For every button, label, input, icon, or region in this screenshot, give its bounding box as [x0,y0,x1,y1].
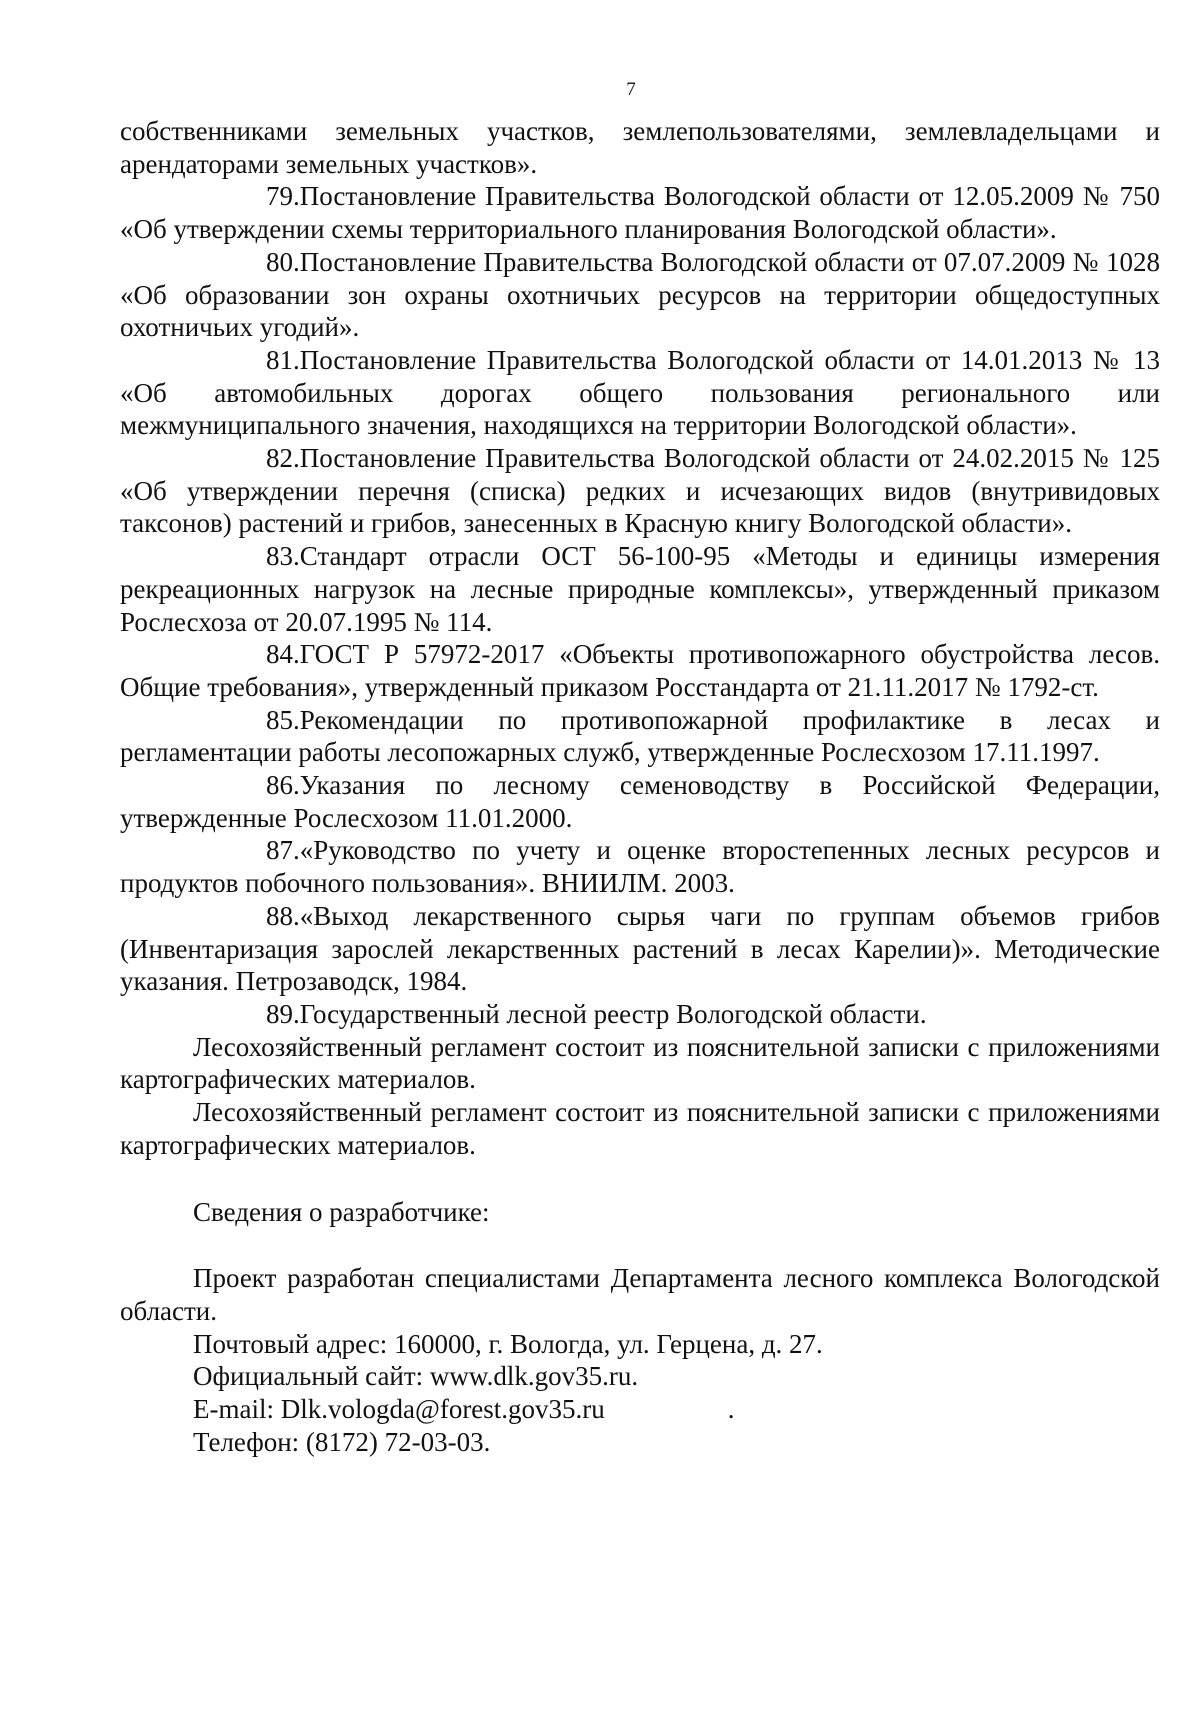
list-item-text: Указания по лесному семеноводству в Российской Федерации, утвержденные Рослесхозом 11.01.2000. [120,770,1160,833]
developer-website: Официальный сайт: www.dlk.gov35.ru. [193,1361,639,1392]
list-item-82 [120,442,1160,540]
list-item-number: 81. [266,344,300,375]
closing-paragraph-repeat: Лесохозяйственный регламент состоит из пояснительной записки с приложениями картографических материалов. [120,1097,1160,1160]
list-item-79 [120,180,1160,245]
document-body [120,115,1160,1458]
spacer [120,1162,1160,1196]
list-item-text: Государственный лесной реестр Вологодской области. [299,998,927,1029]
list-item-number: 84. [266,639,300,670]
list-item-81 [120,344,1160,442]
developer-email-line [120,1393,1160,1426]
list-item-number: 80. [266,246,300,277]
spacer [120,1228,1160,1262]
list-item-87 [120,834,1160,899]
list-item-number: 86. [266,770,300,801]
list-item-number: 87. [266,835,300,866]
list-item-text: ГОСТ Р 57972-2017 «Объекты противопожарного обустройства лесов. Общие требования», утвержденный приказом Росстандарта от 21.11.2017 № 1792-ст. [120,639,1160,702]
list-item-86 [120,769,1160,834]
list-item-85 [120,704,1160,769]
intro-paragraph: собственниками земельных участков, землепользователями, землевладельцами и арендаторами земельных участков». [120,116,1160,179]
list-item-text: Постановление Правительства Вологодской области от 24.02.2015 № 125 «Об утверждении перечня (списка) редких и исчезающих видов (внутривидовых таксонов) растений и грибов, занесенных в Красную книгу Вологодской области». [120,443,1160,539]
list-item-text: «Выход лекарственного сырья чаги по группам объемов грибов (Инвентаризация зарослей лекарственных растений в лесах Карелии)». Методические указания. Петрозаводск, 1984. [120,900,1160,997]
list-item-text: Рекомендации по противопожарной профилактике в лесах и регламентации работы лесопожарных служб, утвержденные Рослесхозом 17.11.1997. [120,704,1160,768]
list-item-number: 79. [266,181,300,212]
list-item-number: 82. [266,443,300,474]
list-item-89 [120,998,1160,1031]
list-item-text: «Руководство по учету и оценке второстепенных лесных ресурсов и продуктов побочного пользования». ВНИИЛМ. 2003. [120,835,1160,899]
list-item-number: 85. [266,704,300,735]
list-item-84 [120,638,1160,703]
list-item-text: Постановление Правительства Вологодской области от 12.05.2009 № 750 «Об утверждении схемы территориального планирования Вологодской области». [120,181,1160,245]
developer-project-text: Проект разработан специалистами Департамента лесного комплекса Вологодской области. [120,1263,1160,1326]
list-item-text: Постановление Правительства Вологодской области от 14.01.2013 № 13 «Об автомобильных дорогах общего пользования регионального или межмуниципального значения, находящихся на территории Вологодской области». [120,344,1160,441]
list-item-text: Постановление Правительства Вологодской области от 07.07.2009 № 1028 «Об образовании зон охраны охотничьих ресурсов на территории общедоступных охотничьих угодий». [120,246,1160,343]
stray-dot: . [727,1394,735,1425]
developer-section-header: Сведения о разработчике: [193,1196,490,1227]
list-item-88 [120,900,1160,998]
developer-phone: Телефон: (8172) 72-03-03. [193,1426,491,1457]
list-item-number: 89. [266,998,300,1029]
list-item-number: 83. [266,541,300,572]
page-number: 7 [626,79,636,100]
developer-postal-address: Почтовый адрес: 160000, г. Вологда, ул. Герцена, д. 27. [193,1328,823,1359]
list-item-83 [120,540,1160,638]
list-item-number: 88. [266,900,300,931]
developer-email: E-mail: Dlk.vologda@forest.gov35.ru [193,1394,605,1425]
list-item-text: Стандарт отрасли ОСТ 56-100-95 «Методы и единицы измерения рекреационных нагрузок на лесные природные комплексы», утвержденный приказом Рослесхоза от 20.07.1995 № 114. [120,541,1160,637]
closing-paragraph: Лесохозяйственный регламент состоит из пояснительной записки с приложениями картографических материалов. [120,1031,1160,1095]
list-item-80 [120,246,1160,344]
